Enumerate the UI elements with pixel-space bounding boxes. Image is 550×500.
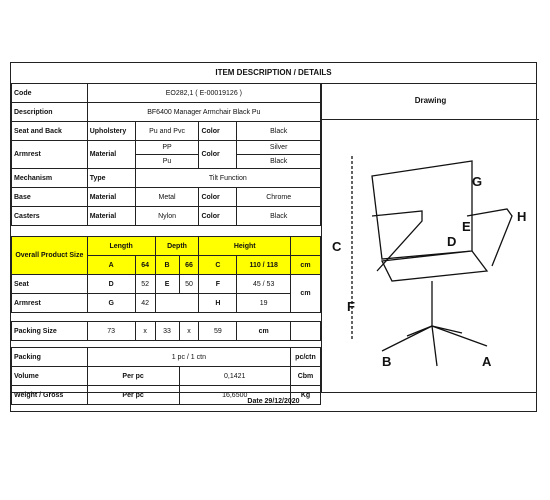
description-value: BF6400 Manager Armchair Black Pu <box>87 103 320 122</box>
code-value: EO282,1 ( E-00019126 ) <box>87 84 320 103</box>
table-row <box>12 141 321 155</box>
cell: Silver <box>237 141 321 155</box>
cell: Casters <box>12 207 88 226</box>
cell: cm <box>290 275 320 313</box>
table-row <box>12 294 321 313</box>
cell: Kg <box>290 386 320 405</box>
cell: Volume <box>12 367 88 386</box>
cell: 50 <box>179 275 199 294</box>
cell: Armrest <box>12 294 88 313</box>
cell: 42 <box>135 294 155 313</box>
cell: Black <box>237 207 321 226</box>
cell: Packing <box>12 348 88 367</box>
cell: Per pc <box>87 386 179 405</box>
dim-letter-f: F <box>347 299 355 314</box>
cell: A <box>87 256 135 275</box>
dim-letter-h: H <box>517 209 527 224</box>
table-row <box>12 84 321 103</box>
cell: F <box>199 275 237 294</box>
dim-letter-c: C <box>332 239 342 254</box>
cell: Color <box>199 207 237 226</box>
cell: 66 <box>179 256 199 275</box>
cell: 0,1421 <box>179 367 290 386</box>
code-label: Code <box>12 84 88 103</box>
cell: x <box>135 322 155 341</box>
document-date: Date 29/12/2020 <box>11 392 536 411</box>
table-row <box>12 188 321 207</box>
cell: Length <box>87 237 155 256</box>
table-row <box>12 348 321 367</box>
sheet-title: ITEM DESCRIPTION / DETAILS <box>11 63 536 84</box>
cell: D <box>87 275 135 294</box>
cell: Type <box>87 169 135 188</box>
table-row <box>12 367 321 386</box>
table-row <box>12 169 321 188</box>
dim-letter-b: B <box>382 354 392 369</box>
details-table <box>11 83 321 405</box>
cell: C <box>199 256 237 275</box>
table-row <box>12 226 321 237</box>
cell: Mechanism <box>12 169 88 188</box>
cell: Black <box>237 155 321 169</box>
table-row <box>12 207 321 226</box>
cell: 45 / 53 <box>237 275 291 294</box>
cell: 64 <box>135 256 155 275</box>
cell: Upholstery <box>87 122 135 141</box>
cell: Seat <box>12 275 88 294</box>
description-label: Description <box>12 103 88 122</box>
cell: 33 <box>155 322 179 341</box>
table-row <box>12 275 321 294</box>
cell: 16,6500 <box>179 386 290 405</box>
cell: 110 / 118 <box>237 256 291 275</box>
table-row <box>12 341 321 348</box>
cell: 52 <box>135 275 155 294</box>
cell: PP <box>135 141 199 155</box>
cell <box>12 341 321 348</box>
cell: Black <box>237 122 321 141</box>
dim-letter-g: G <box>472 174 483 189</box>
cell: cm <box>290 256 320 275</box>
cell: pc/ctn <box>290 348 320 367</box>
cell: Material <box>87 207 135 226</box>
drawing-panel <box>321 83 539 393</box>
chair-diagram <box>322 121 537 371</box>
cell <box>155 294 199 313</box>
cell: Nylon <box>135 207 199 226</box>
dim-letter-a: A <box>482 354 492 369</box>
cell: Packing Size <box>12 322 88 341</box>
cell <box>290 322 320 341</box>
cell: x <box>179 322 199 341</box>
dim-letter-d: D <box>447 234 457 249</box>
item-details-sheet <box>10 62 537 412</box>
cell <box>12 313 321 322</box>
cell: Height <box>199 237 291 256</box>
cell: 19 <box>237 294 291 313</box>
cell: Per pc <box>87 367 179 386</box>
table-row <box>12 322 321 341</box>
dim-letter-e: E <box>462 219 471 234</box>
cell: H <box>199 294 237 313</box>
drawing-title: Drawing <box>322 83 539 120</box>
cell: Pu <box>135 155 199 169</box>
cell: 73 <box>87 322 135 341</box>
cell: Pu and Pvc <box>135 122 199 141</box>
cell: Chrome <box>237 188 321 207</box>
table-row <box>12 313 321 322</box>
cell: Base <box>12 188 88 207</box>
armrest-label: Armrest <box>12 141 88 169</box>
cell: Material <box>87 188 135 207</box>
cell: cm <box>237 322 291 341</box>
cell: Color <box>199 188 237 207</box>
cell: Material <box>87 141 135 169</box>
cell: 1 pc / 1 ctn <box>87 348 290 367</box>
cell: G <box>87 294 135 313</box>
cell: Weight / Gross <box>12 386 88 405</box>
cell: E <box>155 275 179 294</box>
seat-back-label: Seat and Back <box>12 122 88 141</box>
cell: Cbm <box>290 367 320 386</box>
table-row <box>12 122 321 141</box>
overall-size-label: Overall Product Size <box>12 237 88 275</box>
cell: 59 <box>199 322 237 341</box>
cell: B <box>155 256 179 275</box>
cell: Depth <box>155 237 199 256</box>
cell: Color <box>199 122 237 141</box>
cell <box>12 226 321 237</box>
cell <box>290 237 320 256</box>
table-row <box>12 237 321 256</box>
cell: Metal <box>135 188 199 207</box>
table-row <box>12 103 321 122</box>
cell: Tilt Function <box>135 169 320 188</box>
cell: Color <box>199 141 237 169</box>
